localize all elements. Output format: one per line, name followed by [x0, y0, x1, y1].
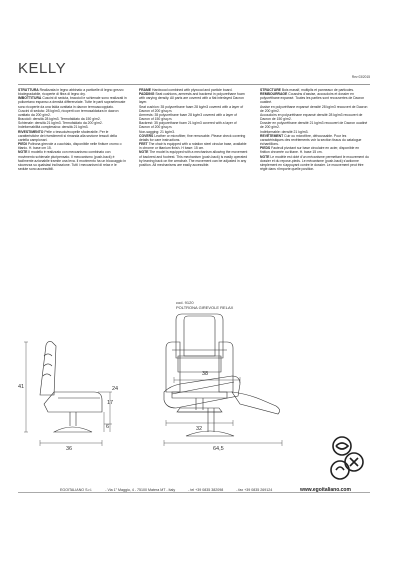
spec-label: NOTE	[260, 154, 270, 159]
spec-text: Indeformabilità complessiva: densità 21 kg/m3.	[18, 125, 89, 130]
spec-label: REMBOURRAGE	[260, 92, 288, 97]
dimension-relax-top: 38	[202, 371, 209, 377]
brand-logo	[331, 437, 363, 479]
dimension-side-height: 41	[18, 384, 25, 390]
spec-text: Hardwood combined with plywood and particle board.	[152, 88, 233, 92]
spec-text: Indéformable: densité 21 kg/m3.	[260, 129, 309, 134]
spec-text: Assise en polyuréthane expansé densité 28 kg/m3 recouvert de Dacron de 200 g/m2.	[260, 104, 368, 113]
spec-text: Le modèle est doté d'un mécanisme permettant le mouvement du dossier et du repose-pieds. Le mécanisme (push-back) s'actionne simplement en s'appuyant contre le dossier. Le mouvement peut être réglé dans n'importe quelle position.	[260, 154, 369, 171]
spec-text: Il modello è realizzato con meccanismo combinato con movimento schienale pluripensato. Il meccanismo (push-back) è facilmente azionabile tramite una leva. Il movimento ha un bloccaggio in sicurezza su qualsiasi inclinazione. Tutti i meccanismi di relax e le sedute sono accessibili.	[18, 150, 126, 171]
spec-text: Cuscini di seduta, braccioli e schienale sono realizzati in poliuretano espanso a densità differenziate. Tutte le parti sopraelencate sono ricoperte da una falda ovattata in dacron termoaccoppiato.	[18, 96, 127, 109]
relax-view-drawing	[164, 376, 280, 436]
spec-text: Dossier en polyuréthane densité 21 kg/m3 recouvert de Dacron ouatiné de 200 g/m2.	[260, 121, 368, 130]
spec-text: The model is equipped with a mechanism allowing the movement of backrest and footrest. This mechanism (push-back) is easily operated by leaning back on the armchair. The movement can be adjusted in any position. All mechanisms are easily accessible.	[139, 150, 248, 167]
spec-text: Schienale: densità 21 kg/m3. Termofaldato da 200 g/m2.	[18, 121, 103, 126]
spec-text: Accoudoirs en polyuréthane expansé densité 28 kg/m3 recouvert de Dacron de 150 g/m2.	[260, 112, 363, 122]
spec-label: COVERS	[139, 133, 154, 138]
spec-text: Coussins d'assise, accoudoirs et dossier en polyuréthane expansé. Toutes les parties sont recouvertes de Dacron ouatiné.	[260, 92, 365, 105]
spec-label: PIEDS	[260, 146, 271, 151]
spec-text: Backrest: 35 polyurethane foam 21 kg/m3 covered with a layer of Dacron of 200 g/sq.m.	[139, 121, 237, 130]
front-view-drawing	[166, 314, 233, 412]
spec-label: PADDING	[139, 92, 155, 97]
spec-text: Fauteuil pivotant sur base circulaire en acier, disponible en finition chromée ou titane. H. base 15 cm.	[260, 146, 360, 155]
spec-text: Bois massif, multiplis et panneaux de particules.	[281, 88, 355, 92]
spec-text: Armrests: 35 polyurethane foam 28 kg/m3 covered with a layer of Dacron of 150 g/sq.m.	[139, 112, 237, 122]
relax-dimensions	[164, 377, 282, 446]
spec-label: PIEDI	[18, 142, 27, 147]
footer-contact	[60, 488, 284, 492]
footer-address: - Via 1° Maggio, 4 - 75100 Matera MT - Italy	[105, 488, 176, 492]
dimension-side-depth: 36	[66, 446, 73, 452]
spec-text: Seat cushion: 35 polyurethane foam 28 kg/m3 covered with a layer of Dacron of 200 g/sq.m.	[139, 104, 244, 113]
footer-tel: - tel +39 0835 382098	[188, 488, 224, 492]
spec-text: Seat cushions, armrests and backrest in polyurethane foam with varying density. All parts are covered with a flat interlayed Dacron layer.	[139, 92, 245, 105]
spec-label: FEET	[139, 142, 148, 147]
spec-text: The chair is equipped with a rotation steel circular base, available in chrome or titanium finish. H base: 15 cm.	[139, 142, 247, 151]
dimension-seat-height: 17	[107, 400, 114, 406]
side-dimensions	[24, 342, 112, 446]
spec-text: Non-sagging: 21 kg/m3.	[139, 129, 175, 134]
footer-company: EGOITALIANO S.r.l.	[60, 488, 93, 492]
spec-label: FRAME	[139, 88, 152, 92]
footer-fax: - fax +39 0835 269124	[236, 488, 273, 492]
spec-text: Poltrona girevole a cucchiaio, disponibile nelle finiture cromo o titanio. H. base cm 15.	[18, 142, 122, 151]
dimension-front-width: 32	[196, 426, 203, 432]
dimension-relax-length: 64,5	[213, 446, 224, 452]
spec-text: Realizzata in legno abbinato a particelle di legno grezzo biodegradabile, ricoperte di fibra di legno dry.	[18, 88, 124, 97]
spec-text: Cuscini di seduta: 28 kg/m3, ricoperti con termosaldatura in dacron ovattato da 200 g/m2.	[18, 108, 119, 117]
product-title: KELLY	[18, 60, 67, 77]
spec-text: Cuir ou microfibre, déhoussable. Pour les caractéristiques des revêtements voir la section tissus du catalogue échantillons.	[260, 133, 362, 147]
spec-text: Pelle o tessuto/ecopelle sfoderabile. Per le caratteristiche dei rivestimenti si rimanda alla sezione tessuti della cartella campionari.	[18, 129, 117, 142]
spec-label: IMBOTTITURA	[18, 96, 42, 101]
model-name: POLTRONA GIREVOLE RELAX	[176, 305, 234, 310]
dimension-base-height: 6	[106, 424, 110, 430]
dimension-arm-height: 24	[112, 386, 119, 392]
spec-label: NOTE	[139, 150, 149, 155]
spec-label: REVÊTEMENT	[260, 133, 284, 138]
spec-text: Braccioli: densità 28 kg/m3. Termofaldato da 150 g/m2.	[18, 117, 101, 122]
reference-code: Rev 03/2015	[351, 75, 370, 79]
spec-label: STRUTTURA	[18, 88, 39, 92]
spec-label: NOTE	[18, 150, 28, 155]
spec-text: Leather or microfiber, fine removable. Please check covering details for care instructions.	[139, 133, 246, 142]
footer-website-link[interactable]: www.egoitaliano.com	[300, 487, 351, 493]
spec-label: STRUCTURE	[260, 88, 281, 92]
side-view-drawing	[40, 341, 102, 432]
spec-label: RIVESTIMENTO	[18, 129, 44, 134]
model-code: cod. 9120	[176, 300, 194, 305]
